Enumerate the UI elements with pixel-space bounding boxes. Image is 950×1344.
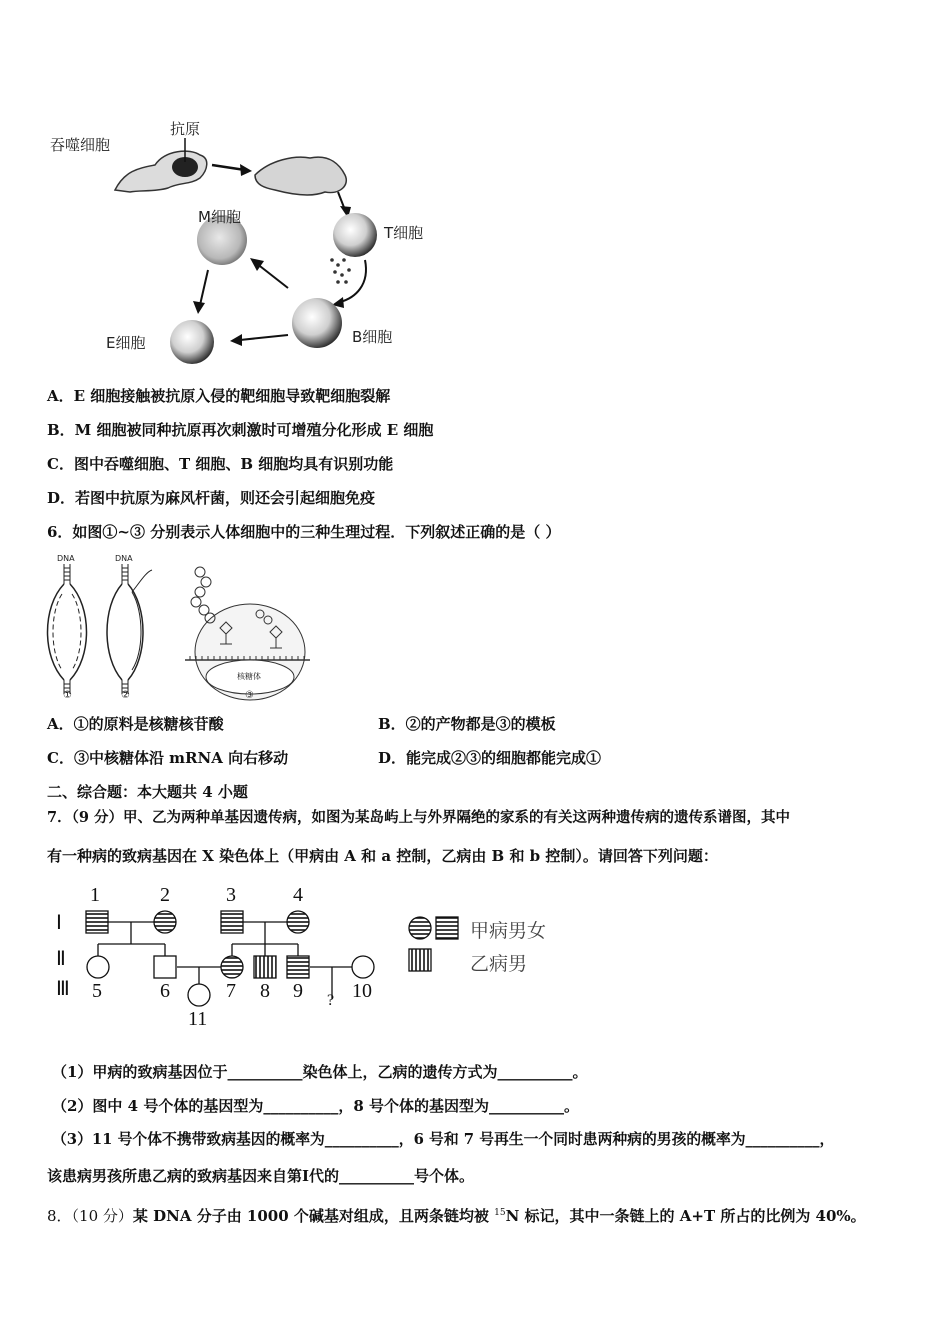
q6-option-a: A．①的原料是核糖核苷酸 [47,715,224,733]
q8-stem [47,1203,866,1226]
q5-option-d: D．若图中抗原为麻风杆菌，则还会引起细胞免疫 [47,489,376,507]
label-e-cell: E细胞 [106,334,146,352]
individual-6 [154,956,176,978]
individual-10 [352,956,374,978]
pedigree-chart [50,884,570,1034]
diagram-num-1: ① [63,690,72,701]
legend-square-b [409,949,431,971]
ribosome-label: 核糖体 [237,672,261,681]
legend-text-a: 甲病男女 [470,920,547,942]
id-5: 5 [92,980,102,1002]
diagram-num-2: ② [121,690,130,701]
q5-option-a: A．E 细胞接触被抗原入侵的靶细胞导致靶细胞裂解 [47,387,391,405]
b-cell [292,298,342,348]
dna-replication [48,564,87,694]
q6-option-c: C．③中核糖体沿 mRNA 向右移动 [47,749,289,767]
legend-text-b: 乙病男 [470,953,528,975]
presenting-cell-shape [255,157,346,195]
legend-square-a [436,917,458,939]
individual-4 [287,911,309,933]
diagram-num-3: ③ [245,690,254,701]
q6-figure [40,552,330,702]
section-heading: 二、综合题：本大题共 4 小题 [47,783,248,801]
q7-sub1: （1）甲病的致病基因位于__________染色体上，乙病的遗传方式为__________。 [52,1063,588,1081]
q7-sub3-line2: 该患病男孩所患乙病的致病基因来自第Ⅰ代的__________号个体。 [47,1167,475,1185]
q6-option-d: D．能完成②③的细胞都能完成① [378,749,602,767]
q7-stem-line2: 有一种病的致病基因在 X 染色体上（甲病由 A 和 a 控制，乙病由 B 和 b 控制）。请回答下列问题： [47,847,718,865]
immune-figure [40,110,460,380]
antibody-dots [330,258,351,284]
individual-3 [221,911,243,933]
id-9: 9 [293,980,303,1002]
gen-label-2: Ⅱ [56,948,66,970]
legend-circle-a [409,917,431,939]
q8-isotope-superscript: 15 [494,1208,506,1218]
q8-text-a: 某 DNA 分子由 1000 个碱基对组成，且两条链均被 [132,1207,495,1225]
id-7: 7 [226,980,236,1002]
q8-text-b: N 标记，其中一条链上的 A+T 所占的比例为 40%。 [505,1207,866,1225]
q8-prefix: 8．（10 分） [47,1207,133,1225]
individual-1 [86,911,108,933]
e-cell [170,320,214,364]
q7-stem-line1: 7．（9 分）甲、乙为两种单基因遗传病，如图为某岛屿上与外界隔绝的家系的有关这两种遗传病的遗传系谱图，其中 [47,809,790,826]
individual-5 [87,956,109,978]
transcription [107,564,152,694]
q7-sub3-line1: （3）11 号个体不携带致病基因的概率为__________，6 号和 7 号再生一个同时患两种病的男孩的概率为__________， [52,1131,835,1148]
replication-transcription-translation [40,552,330,702]
individual-9 [287,956,309,978]
label-b-cell: B细胞 [352,328,393,346]
id-11: 11 [188,1008,208,1030]
gen-label-1: Ⅰ [56,912,62,934]
q6-option-b: B．②的产物都是③的模板 [378,715,556,733]
id-1: 1 [90,884,100,906]
id-10: 10 [352,980,372,1002]
dna-label-1: DNA [57,554,75,563]
id-6: 6 [160,980,170,1002]
individual-2 [154,911,176,933]
unknown-offspring: ? [327,992,335,1009]
individual-11 [188,984,210,1006]
id-8: 8 [260,980,270,1002]
id-2: 2 [160,884,170,906]
label-antigen: 抗原 [170,120,201,138]
id-3: 3 [226,884,236,906]
individual-7 [221,956,243,978]
q5-option-b: B．M 细胞被同种抗原再次刺激时可增殖分化形成 E 细胞 [47,421,434,439]
individual-8 [254,956,276,978]
q6-stem: 6．如图①~③ 分别表示人体细胞中的三种生理过程．下列叙述正确的是（ ） [47,523,561,541]
dna-label-2: DNA [115,554,133,563]
label-m-cell: M细胞 [198,208,241,226]
label-t-cell: T细胞 [384,224,424,242]
t-cell [333,213,377,257]
label-phagocyte: 吞噬细胞 [50,136,111,154]
id-4: 4 [293,884,303,906]
q7-sub2: （2）图中 4 号个体的基因型为__________，8 号个体的基因型为__________。 [52,1097,579,1115]
gen-label-3: Ⅲ [56,978,70,1000]
q5-option-c: C．图中吞噬细胞、T 细胞、B 细胞均具有识别功能 [47,455,394,473]
